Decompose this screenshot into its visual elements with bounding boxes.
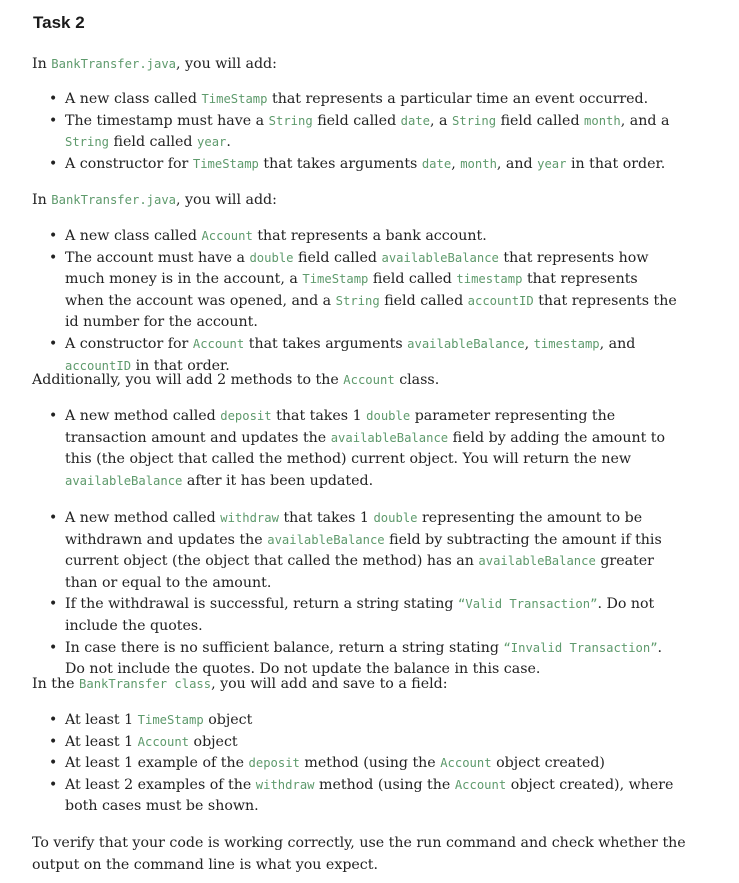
inline-code: String: [452, 113, 497, 128]
inline-code: deposit: [248, 756, 300, 771]
verification-paragraph: To verify that your code is working correctly, use the run command and check whether the output on the command line is what you expect.: [32, 835, 686, 873]
text: greater than or equal to the amount.: [65, 553, 654, 591]
text: field called: [384, 292, 464, 309]
text: In: [32, 56, 47, 72]
text: Additionally, you will add 2 methods to the: [32, 372, 339, 388]
text: .: [226, 134, 231, 151]
text: in that order.: [571, 155, 666, 172]
text: At least 1 example of the: [65, 755, 244, 772]
inline-code: availableBalance: [330, 430, 449, 445]
inline-code: String: [335, 293, 380, 308]
text: , and a: [620, 112, 670, 129]
list-item: [40, 226, 680, 248]
inline-code: Account: [343, 373, 395, 387]
inline-code: Account: [192, 336, 245, 351]
text: If the withdrawal is successful, return a string stating: [65, 596, 454, 613]
inline-code: TimeStamp: [192, 156, 259, 171]
text: In the: [32, 676, 75, 692]
text: field called: [372, 271, 452, 288]
inline-code: String: [65, 135, 110, 150]
inline-code: deposit: [220, 409, 272, 423]
text: , a: [430, 112, 448, 129]
text: that represents the id number for the account.: [65, 292, 677, 331]
text: object created), where both cases must be shown.: [65, 776, 674, 815]
inline-code: date: [400, 113, 431, 128]
text: object: [193, 733, 238, 750]
inline-code: year: [537, 156, 567, 171]
inline-code: “Valid Transaction”: [458, 597, 598, 612]
intro-paragraph-1: [32, 54, 277, 76]
text: that represents a particular time an event occurred.: [272, 91, 649, 107]
inline-code: Account: [201, 229, 253, 243]
text: object: [208, 712, 253, 728]
text: field by subtracting the amount if this current object (the object that called the method) has an: [65, 531, 662, 570]
text: A new method called: [65, 408, 216, 424]
list-item: [40, 508, 680, 594]
bank-transfer-requirements-list: [40, 710, 680, 818]
inline-code: month: [584, 113, 621, 128]
inline-code: Account: [440, 756, 492, 771]
list-item: [40, 154, 680, 176]
text: that takes 1: [283, 510, 369, 526]
account-requirements-list: [40, 226, 680, 377]
code-filename: BankTransfer.java: [51, 193, 177, 207]
text: method (using the: [319, 776, 451, 793]
text: In case there is no sufficient balance, return a string stating: [65, 639, 499, 656]
text: representing the amount to be withdrawn and updates the: [65, 510, 643, 548]
text: field called: [500, 112, 580, 129]
text: that takes arguments: [248, 335, 403, 352]
list-item: [40, 710, 680, 732]
text: ,: [451, 155, 456, 172]
text: The account must have a: [65, 249, 245, 266]
timestamp-requirements-list: [40, 89, 680, 175]
inline-code: BankTransfer class: [79, 677, 212, 691]
text: , you will add and save to a field:: [211, 676, 448, 692]
text: class.: [399, 372, 440, 388]
text: , you will add:: [176, 192, 277, 208]
inline-code: accountID: [467, 293, 534, 308]
text: A new class called: [65, 91, 197, 107]
list-item: [40, 753, 680, 775]
text: At least 1: [65, 733, 134, 750]
inline-code: month: [460, 156, 497, 171]
text: At least 1: [65, 712, 134, 728]
text: object created): [496, 755, 605, 772]
text: A constructor for: [65, 335, 189, 352]
text: field called: [113, 134, 193, 151]
inline-code: double: [373, 511, 418, 525]
inline-code: “Invalid Transaction”: [503, 640, 658, 655]
text: field by adding the amount to this (the object that called the method) current object. You will return the new: [65, 429, 666, 468]
inline-code: double: [249, 250, 294, 265]
inline-code: Account: [137, 734, 190, 749]
text: In: [32, 192, 47, 208]
inline-code: Account: [454, 777, 507, 792]
withdraw-requirements-list: [40, 508, 680, 681]
inline-code: withdraw: [255, 777, 315, 792]
inline-code: availableBalance: [407, 336, 525, 351]
code-filename: BankTransfer.java: [51, 57, 177, 71]
list-item: [40, 594, 680, 637]
text: . Do not include the quotes.: [65, 596, 655, 634]
list-item: [40, 406, 680, 492]
inline-code: double: [366, 409, 411, 423]
intro-paragraph-2: [32, 190, 277, 212]
inline-code: TimeStamp: [137, 713, 204, 727]
text: , and: [496, 155, 533, 172]
inline-code: availableBalance: [381, 250, 499, 265]
text: , you will add:: [176, 56, 277, 72]
inline-code: year: [197, 135, 227, 150]
text: that represents how much money is in the account, a: [65, 249, 649, 288]
methods-intro-paragraph: [32, 370, 439, 392]
text: after it has been updated.: [186, 472, 374, 489]
inline-code: withdraw: [220, 511, 279, 525]
text: . Do not include the quotes. Do not update the balance in this case.: [65, 639, 663, 678]
text: parameter representing the transaction amount and updates the: [65, 408, 616, 446]
deposit-requirements-list: [40, 406, 680, 492]
text: field called: [317, 112, 397, 129]
text: field called: [298, 249, 377, 266]
text: A new class called: [65, 228, 197, 244]
text: that takes arguments: [263, 155, 418, 172]
list-item: [40, 89, 680, 111]
text: in that order.: [135, 357, 230, 374]
text: that represents a bank account.: [257, 228, 487, 244]
text: that takes 1: [276, 408, 362, 424]
inline-code: availableBalance: [65, 473, 183, 488]
inline-code: timestamp: [456, 272, 523, 287]
list-item: [40, 248, 680, 334]
page-title: Task 2: [33, 13, 85, 32]
text: A constructor for: [65, 155, 189, 172]
text: At least 2 examples of the: [65, 776, 252, 793]
inline-code: availableBalance: [267, 532, 385, 547]
text: A new method called: [65, 510, 216, 526]
inline-code: TimeStamp: [302, 272, 369, 287]
list-item: [40, 111, 680, 154]
inline-code: accountID: [65, 358, 132, 373]
inline-code: TimeStamp: [201, 92, 268, 106]
inline-code: String: [268, 113, 313, 128]
bank-transfer-paragraph: [32, 674, 448, 696]
list-item: [40, 732, 680, 754]
inline-code: availableBalance: [478, 554, 596, 569]
text: that represents when the account was opened, and a: [65, 271, 638, 309]
text: , and: [599, 335, 636, 352]
list-item: [40, 775, 680, 818]
text: The timestamp must have a: [65, 112, 265, 129]
inline-code: date: [421, 156, 452, 171]
text: method (using the: [304, 755, 436, 772]
inline-code: timestamp: [533, 336, 600, 351]
text: ,: [524, 335, 530, 352]
